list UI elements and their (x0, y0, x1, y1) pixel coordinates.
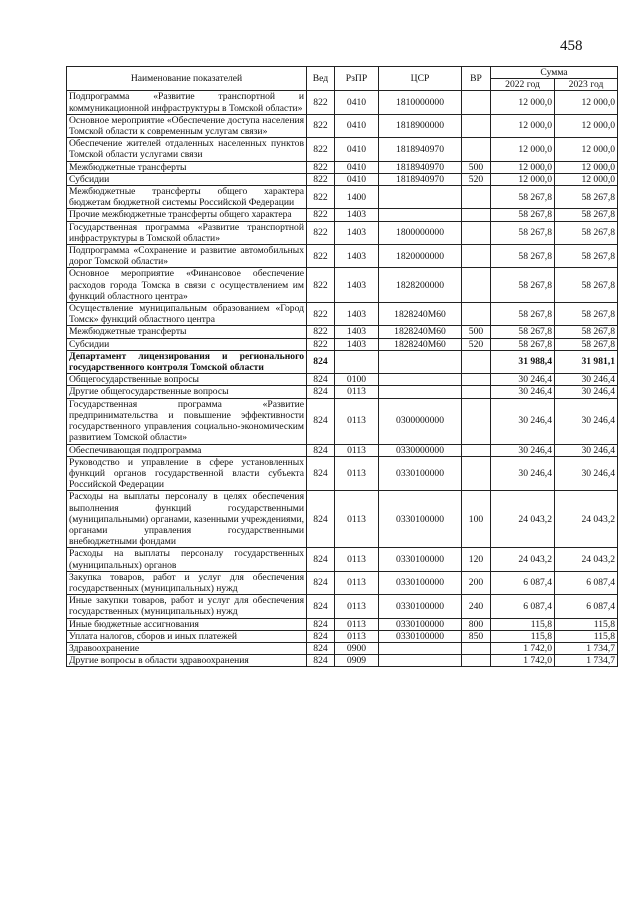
row-sum-2023-cell: 58 267,8 (555, 221, 618, 244)
row-rzpr-cell: 0100 (335, 374, 379, 386)
row-rzpr-cell: 1403 (335, 338, 379, 350)
row-sum-2022-cell: 6 087,4 (491, 571, 555, 594)
row-sum-2022-cell: 12 000,0 (491, 161, 555, 173)
row-csr-cell: 1800000000 (379, 221, 462, 244)
table-row (67, 268, 618, 303)
row-rzpr-cell: 0113 (335, 595, 379, 618)
row-sum-2022-cell: 58 267,8 (491, 221, 555, 244)
table-body (67, 91, 618, 667)
row-rzpr-cell (335, 350, 379, 373)
row-sum-2023-cell: 58 267,8 (555, 326, 618, 338)
row-csr-cell: 0300000000 (379, 398, 462, 444)
row-sum-2022-cell: 12 000,0 (491, 173, 555, 185)
row-name-cell: Межбюджетные трансферты общего характера бюджетам бюджетной системы Российской Федерации (67, 186, 307, 209)
row-rzpr-cell: 0410 (335, 138, 379, 161)
row-rzpr-cell: 0410 (335, 173, 379, 185)
row-ved-cell: 824 (307, 655, 335, 667)
row-rzpr-cell: 1403 (335, 221, 379, 244)
row-rzpr-cell: 0909 (335, 655, 379, 667)
row-ved-cell: 824 (307, 630, 335, 642)
row-csr-cell: 1818900000 (379, 114, 462, 137)
table-row (67, 138, 618, 161)
row-name-cell: Прочие межбюджетные трансферты общего характера (67, 209, 307, 221)
table-header-row (67, 67, 618, 79)
table-row (67, 114, 618, 137)
row-csr-cell (379, 386, 462, 398)
row-sum-2023-cell: 30 246,4 (555, 386, 618, 398)
table-row (67, 444, 618, 456)
table-row (67, 173, 618, 185)
row-ved-cell: 824 (307, 444, 335, 456)
row-vr-cell (462, 186, 491, 209)
table-row (67, 338, 618, 350)
row-sum-2022-cell: 6 087,4 (491, 595, 555, 618)
row-sum-2022-cell: 58 267,8 (491, 268, 555, 303)
row-sum-2022-cell: 58 267,8 (491, 326, 555, 338)
row-ved-cell: 822 (307, 161, 335, 173)
row-name-cell: Осуществление муниципальным образованием «Город Томск» функций областного центра (67, 303, 307, 326)
page-number: 458 (560, 38, 583, 54)
row-sum-2023-cell: 12 000,0 (555, 114, 618, 137)
row-name-cell: Здравоохранение (67, 642, 307, 654)
row-rzpr-cell: 0113 (335, 386, 379, 398)
row-rzpr-cell: 0410 (335, 114, 379, 137)
row-sum-2023-cell: 30 246,4 (555, 444, 618, 456)
row-vr-cell: 240 (462, 595, 491, 618)
row-ved-cell: 824 (307, 374, 335, 386)
row-csr-cell: 0330000000 (379, 444, 462, 456)
row-sum-2023-cell: 24 043,2 (555, 548, 618, 571)
row-ved-cell: 822 (307, 173, 335, 185)
row-sum-2022-cell: 12 000,0 (491, 114, 555, 137)
row-ved-cell: 822 (307, 209, 335, 221)
row-csr-cell: 0330100000 (379, 571, 462, 594)
header-name: Наименование показателей (67, 67, 307, 91)
row-name-cell: Обеспечение жителей отдаленных населенных пунктов Томской области услугами связи (67, 138, 307, 161)
row-vr-cell: 120 (462, 548, 491, 571)
row-sum-2023-cell: 58 267,8 (555, 338, 618, 350)
row-sum-2022-cell: 12 000,0 (491, 138, 555, 161)
row-sum-2022-cell: 1 742,0 (491, 642, 555, 654)
row-sum-2022-cell: 115,8 (491, 618, 555, 630)
row-ved-cell: 824 (307, 491, 335, 548)
row-vr-cell (462, 456, 491, 491)
row-csr-cell: 1818940970 (379, 161, 462, 173)
budget-table (66, 66, 618, 667)
row-csr-cell: 1820000000 (379, 245, 462, 268)
row-sum-2023-cell: 30 246,4 (555, 456, 618, 491)
row-rzpr-cell: 1403 (335, 303, 379, 326)
row-sum-2022-cell: 24 043,2 (491, 491, 555, 548)
row-sum-2023-cell: 115,8 (555, 618, 618, 630)
row-vr-cell (462, 245, 491, 268)
row-csr-cell (379, 209, 462, 221)
row-csr-cell: 1818940970 (379, 138, 462, 161)
row-rzpr-cell: 0113 (335, 491, 379, 548)
row-ved-cell: 824 (307, 571, 335, 594)
row-vr-cell: 520 (462, 173, 491, 185)
row-vr-cell (462, 655, 491, 667)
row-ved-cell: 822 (307, 91, 335, 114)
row-vr-cell (462, 268, 491, 303)
row-csr-cell: 0330100000 (379, 456, 462, 491)
row-name-cell: Другие общегосударственные вопросы (67, 386, 307, 398)
row-vr-cell: 850 (462, 630, 491, 642)
row-ved-cell: 822 (307, 303, 335, 326)
table-row (67, 221, 618, 244)
row-sum-2022-cell: 30 246,4 (491, 456, 555, 491)
row-name-cell: Межбюджетные трансферты (67, 161, 307, 173)
row-name-cell: Департамент лицензирования и регионального государственного контроля Томской области (67, 350, 307, 373)
row-csr-cell (379, 186, 462, 209)
row-vr-cell: 200 (462, 571, 491, 594)
row-sum-2023-cell: 1 734,7 (555, 655, 618, 667)
row-csr-cell (379, 642, 462, 654)
table-row (67, 245, 618, 268)
header-csr: ЦСР (379, 67, 462, 91)
row-vr-cell (462, 91, 491, 114)
row-vr-cell: 100 (462, 491, 491, 548)
table-row (67, 303, 618, 326)
row-vr-cell (462, 138, 491, 161)
row-sum-2022-cell: 30 246,4 (491, 386, 555, 398)
header-sum: Сумма (491, 67, 618, 79)
row-vr-cell (462, 386, 491, 398)
row-sum-2022-cell: 1 742,0 (491, 655, 555, 667)
row-ved-cell: 822 (307, 114, 335, 137)
row-name-cell: Расходы на выплаты персоналу в целях обеспечения выполнения функций государственными (муниципальными) органами, казенными учреждениями, органами управления государственными внебюджетными фондами (67, 491, 307, 548)
row-name-cell: Расходы на выплаты персоналу государственных (муниципальных) органов (67, 548, 307, 571)
row-ved-cell: 822 (307, 138, 335, 161)
row-name-cell: Субсидии (67, 338, 307, 350)
row-ved-cell: 824 (307, 350, 335, 373)
row-csr-cell (379, 350, 462, 373)
row-rzpr-cell: 0113 (335, 571, 379, 594)
row-name-cell: Основное мероприятие «Обеспечение доступа населения Томской области к современным услугам связи» (67, 114, 307, 137)
row-sum-2023-cell: 24 043,2 (555, 491, 618, 548)
row-sum-2023-cell: 58 267,8 (555, 245, 618, 268)
row-csr-cell: 0330100000 (379, 618, 462, 630)
table-row (67, 595, 618, 618)
row-vr-cell: 500 (462, 161, 491, 173)
row-vr-cell: 520 (462, 338, 491, 350)
row-vr-cell (462, 398, 491, 444)
row-ved-cell: 822 (307, 221, 335, 244)
row-sum-2022-cell: 58 267,8 (491, 186, 555, 209)
row-sum-2023-cell: 30 246,4 (555, 398, 618, 444)
row-sum-2022-cell: 30 246,4 (491, 398, 555, 444)
row-name-cell: Государственная программа «Развитие предпринимательства и повышение эффективности государственного управления социально-экономическим развитием Томской области» (67, 398, 307, 444)
row-sum-2023-cell: 1 734,7 (555, 642, 618, 654)
row-vr-cell (462, 209, 491, 221)
row-vr-cell (462, 350, 491, 373)
row-ved-cell: 822 (307, 326, 335, 338)
row-sum-2022-cell: 24 043,2 (491, 548, 555, 571)
row-sum-2023-cell: 12 000,0 (555, 138, 618, 161)
header-year-2023: 2023 год (555, 79, 618, 91)
row-sum-2023-cell: 12 000,0 (555, 173, 618, 185)
row-rzpr-cell: 0113 (335, 456, 379, 491)
row-vr-cell (462, 374, 491, 386)
row-rzpr-cell: 0113 (335, 548, 379, 571)
row-rzpr-cell: 1403 (335, 326, 379, 338)
row-name-cell: Субсидии (67, 173, 307, 185)
row-sum-2022-cell: 31 988,4 (491, 350, 555, 373)
row-rzpr-cell: 0113 (335, 398, 379, 444)
table-row (67, 571, 618, 594)
row-rzpr-cell: 1403 (335, 209, 379, 221)
row-sum-2023-cell: 58 267,8 (555, 303, 618, 326)
table-row (67, 398, 618, 444)
header-rzpr: РзПР (335, 67, 379, 91)
row-ved-cell: 822 (307, 338, 335, 350)
table-row (67, 350, 618, 373)
row-csr-cell: 1828240М60 (379, 303, 462, 326)
row-vr-cell (462, 303, 491, 326)
row-csr-cell: 0330100000 (379, 630, 462, 642)
row-sum-2023-cell: 31 981,1 (555, 350, 618, 373)
row-name-cell: Руководство и управление в сфере установленных функций органов государственной власти субъекта Российской Федерации (67, 456, 307, 491)
table-row (67, 655, 618, 667)
row-name-cell: Закупка товаров, работ и услуг для обеспечения государственных (муниципальных) нужд (67, 571, 307, 594)
row-name-cell: Обеспечивающая подпрограмма (67, 444, 307, 456)
header-vr: ВР (462, 67, 491, 91)
row-sum-2023-cell: 12 000,0 (555, 91, 618, 114)
row-sum-2022-cell: 12 000,0 (491, 91, 555, 114)
row-name-cell: Иные бюджетные ассигнования (67, 618, 307, 630)
row-csr-cell: 1828200000 (379, 268, 462, 303)
row-vr-cell: 500 (462, 326, 491, 338)
row-ved-cell: 824 (307, 398, 335, 444)
row-csr-cell: 0330100000 (379, 491, 462, 548)
table-row (67, 456, 618, 491)
row-name-cell: Общегосударственные вопросы (67, 374, 307, 386)
row-rzpr-cell: 0113 (335, 444, 379, 456)
row-sum-2022-cell: 30 246,4 (491, 444, 555, 456)
table-row (67, 186, 618, 209)
row-csr-cell: 1828240М60 (379, 326, 462, 338)
row-ved-cell: 822 (307, 268, 335, 303)
row-csr-cell: 0330100000 (379, 595, 462, 618)
row-vr-cell (462, 642, 491, 654)
table-row (67, 209, 618, 221)
table-row (67, 618, 618, 630)
row-rzpr-cell: 0113 (335, 618, 379, 630)
table-row (67, 630, 618, 642)
row-ved-cell: 824 (307, 456, 335, 491)
row-csr-cell: 1810000000 (379, 91, 462, 114)
row-sum-2023-cell: 58 267,8 (555, 268, 618, 303)
header-ved: Вед (307, 67, 335, 91)
row-sum-2022-cell: 58 267,8 (491, 209, 555, 221)
row-ved-cell: 822 (307, 186, 335, 209)
row-rzpr-cell: 0410 (335, 91, 379, 114)
row-rzpr-cell: 0900 (335, 642, 379, 654)
row-sum-2022-cell: 30 246,4 (491, 374, 555, 386)
row-name-cell: Уплата налогов, сборов и иных платежей (67, 630, 307, 642)
table-row (67, 642, 618, 654)
table-row (67, 374, 618, 386)
row-vr-cell: 800 (462, 618, 491, 630)
row-name-cell: Основное мероприятие «Финансовое обеспечение расходов города Томска в связи с осуществлением им функций областного центра» (67, 268, 307, 303)
row-vr-cell (462, 221, 491, 244)
row-vr-cell (462, 444, 491, 456)
table-row (67, 491, 618, 548)
row-rzpr-cell: 1403 (335, 268, 379, 303)
row-rzpr-cell: 1403 (335, 245, 379, 268)
row-name-cell: Подпрограмма «Сохранение и развитие автомобильных дорог Томской области» (67, 245, 307, 268)
row-sum-2022-cell: 58 267,8 (491, 303, 555, 326)
row-sum-2022-cell: 58 267,8 (491, 338, 555, 350)
row-sum-2023-cell: 58 267,8 (555, 186, 618, 209)
row-ved-cell: 824 (307, 618, 335, 630)
table-row (67, 386, 618, 398)
row-ved-cell: 824 (307, 548, 335, 571)
row-name-cell: Государственная программа «Развитие транспортной инфраструктуры в Томской области» (67, 221, 307, 244)
row-csr-cell (379, 374, 462, 386)
row-csr-cell: 1818940970 (379, 173, 462, 185)
row-name-cell: Межбюджетные трансферты (67, 326, 307, 338)
row-csr-cell: 0330100000 (379, 548, 462, 571)
table-row (67, 326, 618, 338)
row-sum-2023-cell: 6 087,4 (555, 571, 618, 594)
row-rzpr-cell: 0113 (335, 630, 379, 642)
row-sum-2023-cell: 115,8 (555, 630, 618, 642)
row-csr-cell (379, 655, 462, 667)
row-sum-2023-cell: 30 246,4 (555, 374, 618, 386)
row-ved-cell: 822 (307, 245, 335, 268)
row-ved-cell: 824 (307, 642, 335, 654)
row-sum-2023-cell: 6 087,4 (555, 595, 618, 618)
row-name-cell: Иные закупки товаров, работ и услуг для обеспечения государственных (муниципальных) нужд (67, 595, 307, 618)
row-ved-cell: 824 (307, 386, 335, 398)
table-row (67, 91, 618, 114)
row-name-cell: Другие вопросы в области здравоохранения (67, 655, 307, 667)
row-sum-2023-cell: 58 267,8 (555, 209, 618, 221)
row-csr-cell: 1828240М60 (379, 338, 462, 350)
row-ved-cell: 824 (307, 595, 335, 618)
row-sum-2022-cell: 58 267,8 (491, 245, 555, 268)
row-name-cell: Подпрограмма «Развитие транспортной и коммуникационной инфраструктуры в Томской области» (67, 91, 307, 114)
row-rzpr-cell: 0410 (335, 161, 379, 173)
table-row (67, 161, 618, 173)
row-sum-2022-cell: 115,8 (491, 630, 555, 642)
table-row (67, 548, 618, 571)
row-rzpr-cell: 1400 (335, 186, 379, 209)
row-vr-cell (462, 114, 491, 137)
header-year-2022: 2022 год (491, 79, 555, 91)
row-sum-2023-cell: 12 000,0 (555, 161, 618, 173)
